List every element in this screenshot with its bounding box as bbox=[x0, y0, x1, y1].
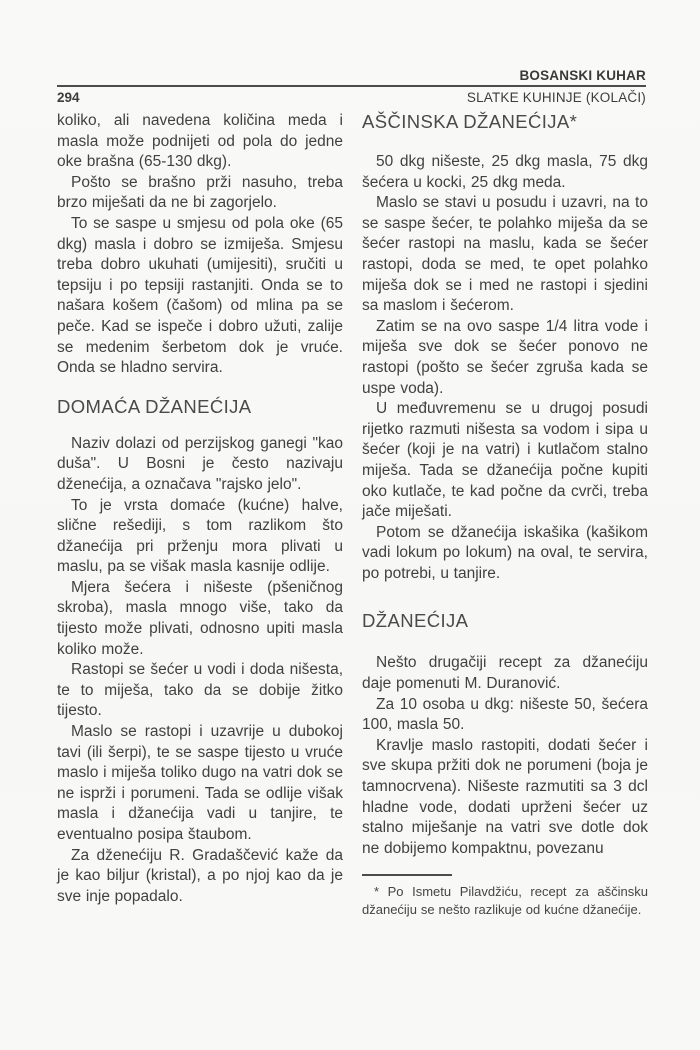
paragraph: To se saspe u smjesu od pola oke (65 dkg) masla i dobro se izmiješa. Smjesu treba dobro ukuhati (umijesiti), sručiti u tepsiju i po tepsiji rastanjiti. Onda se to našara košem (čašom) od mlina pa se peče. Kad se ispeče i dobro užuti, zalije se medenim šerbetom dok je vruće. Onda se hladno servira. bbox=[57, 214, 343, 377]
heading-domaca-dzanecija: DOMAĆA DŽANEĆIJA bbox=[57, 395, 252, 417]
section-title: SLATKE KUHINJE (KOLAČI) bbox=[466, 90, 646, 105]
page-body bbox=[57, 111, 648, 919]
paragraph: Nešto drugačiji recept za džanećiju daje pomenuti M. Duranović. bbox=[362, 654, 648, 693]
paragraph: Pošto se brašno prži nasuho, treba brzo miješati da ne bi zagorjelo. bbox=[57, 173, 343, 212]
paragraph: Maslo se rastopi i uzavrije u dubokoj tavi (ili šerpi), te se saspe tijesto u vruće maslo i miješa toliko dugo na vatri dok se ne isprži i porumeni. Tada se odlije višak masla i džanećija vadi u tanjire, te eventualno posipa štaubom. bbox=[57, 723, 343, 843]
paragraph: Naziv dolazi od perzijskog ganegi "kao duša". U Bosni je često nazivaju dženećija, a označava "rajsko jelo". bbox=[57, 434, 343, 493]
page-number: 294 bbox=[57, 90, 80, 105]
right-column bbox=[362, 111, 648, 919]
paragraph: To je vrsta domaće (kućne) halve, slične rešediji, s tom razlikom što džanećija pri prženju mora plivati u maslu, pa se višak masla kasnije odlije. bbox=[57, 496, 343, 576]
footnote-text: * Po Ismetu Pilavdžiću, recept za aščinsku džanećiju se nešto razlikuje od kućne džanećije. bbox=[362, 884, 648, 918]
header-rule bbox=[57, 85, 646, 87]
paragraph: Zatim se na ovo saspe 1/4 litra vode i miješa sve dok se šećer ponovo ne rastopi (pošto se šećer zgruša kada se uspe voda). bbox=[362, 317, 648, 397]
paragraph: Kravlje maslo rastopiti, dodati šećer i sve skupa pržiti dok ne porumeni (boja je tamnocrvena). Nišeste razmutiti sa 3 dcl hladne vode, dodati uprženi šećer uz stalno miješanje na vatri sve dotle dok ne dobijemo kompaktnu, povezanu bbox=[362, 736, 648, 857]
heading-ascinska-dzanecija: AŠČINSKA DŽANEĆIJA* bbox=[362, 111, 578, 132]
paragraph: Potom se džanećija iskašika (kašikom vadi lokum po lokum) na oval, te servira, po potrebi, u tanjire. bbox=[362, 523, 648, 582]
footnote bbox=[362, 874, 648, 919]
paragraph: Za dženećiju R. Gradaščević kaže da je kao biljur (kristal), a po njoj kao da je sve inje popadalo. bbox=[57, 846, 343, 905]
ingredients-line: 50 dkg nišeste, 25 dkg masla, 75 dkg šećera u kocki, 25 dkg meda. bbox=[362, 153, 648, 191]
paragraph: Za 10 osoba u dkg: nišeste 50, šećera 100, masla 50. bbox=[362, 695, 648, 734]
paragraph: koliko, ali navedena količina meda i masla može podnijeti od pola do jedne oke brašna (65-130 dkg). bbox=[57, 112, 343, 171]
page-header bbox=[57, 90, 646, 105]
footnote-rule bbox=[362, 874, 452, 876]
left-column bbox=[57, 111, 343, 919]
paragraph: Maslo se stavi u posudu i uzavri, na to se saspe šećer, te polahko miješa da se šećer rastopi na maslu, kada se šećer rastopi, doda se med, te opet polahko miješa dok se i med ne rastopi i sjedini sa maslom i šećerom. bbox=[362, 194, 648, 315]
heading-dzanecija: DŽANEĆIJA bbox=[362, 610, 469, 632]
paragraph: U međuvremenu se u drugoj posudi rijetko razmuti nišesta sa vodom i sipa u šećer (koji je na vatri) i kutlačom stalno miješa. Tada se džanećija počne kupiti oko kutlače, te kad počne da cvrči, treba jače miješati. bbox=[362, 400, 648, 521]
paragraph: Rastopi se šećer u vodi i doda nišesta, te to miješa, tako da se dobije žitko tijesto. bbox=[57, 661, 343, 720]
paragraph: Mjera šećera i nišeste (pšeničnog skroba), masla mnogo više, tako da tijesto može plivati, odnosno upiti masla koliko može. bbox=[57, 578, 343, 658]
book-title: BOSANSKI KUHAR bbox=[519, 68, 646, 83]
